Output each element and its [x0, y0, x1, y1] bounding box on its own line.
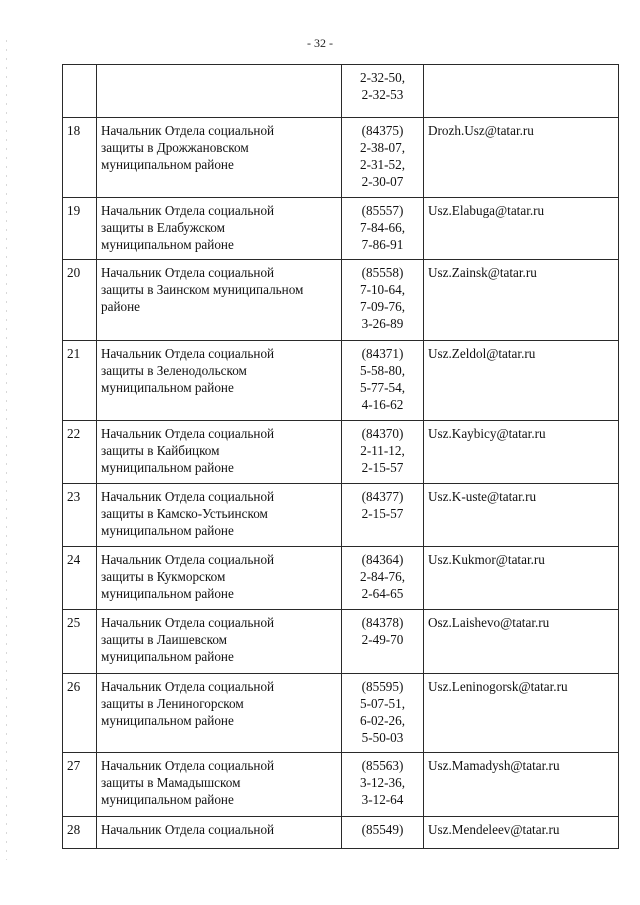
email-address: Usz.Mamadysh@tatar.ru — [424, 753, 619, 817]
row-number: 19 — [63, 198, 97, 260]
phone-numbers: (84377) 2-15-57 — [342, 484, 424, 547]
position-title: Начальник Отдела социальной защиты в Камско-Устьинском муниципальном районе — [97, 484, 342, 547]
position-title: Начальник Отдела социальной защиты в Кукморском муниципальном районе — [97, 547, 342, 610]
position-title: Начальник Отдела социальной — [97, 817, 342, 849]
position-title: Начальник Отдела социальной защиты в Лениногорском муниципальном районе — [97, 674, 342, 753]
email-address: Usz.K-uste@tatar.ru — [424, 484, 619, 547]
position-title: Начальник Отдела социальной защиты в Дрожжановском муниципальном районе — [97, 118, 342, 198]
row-number: 18 — [63, 118, 97, 198]
row-number: 22 — [63, 421, 97, 484]
position-title: Начальник Отдела социальной защиты в Мамадышском муниципальном районе — [97, 753, 342, 817]
email-address: Usz.Kukmor@tatar.ru — [424, 547, 619, 610]
table-row — [63, 547, 619, 610]
table-row — [63, 610, 619, 674]
row-number: 27 — [63, 753, 97, 817]
position-title: Начальник Отдела социальной защиты в Зеленодольском муниципальном районе — [97, 341, 342, 421]
phone-numbers: 2-32-50, 2-32-53 — [342, 65, 424, 118]
table-row — [63, 421, 619, 484]
row-number: 25 — [63, 610, 97, 674]
phone-numbers: (85558) 7-10-64, 7-09-76, 3-26-89 — [342, 260, 424, 341]
position-title: Начальник Отдела социальной защиты в Лаишевском муниципальном районе — [97, 610, 342, 674]
phone-numbers: (85557) 7-84-66, 7-86-91 — [342, 198, 424, 260]
email-address: Usz.Mendeleev@tatar.ru — [424, 817, 619, 849]
row-number: 28 — [63, 817, 97, 849]
phone-numbers: (85595) 5-07-51, 6-02-26, 5-50-03 — [342, 674, 424, 753]
page-number: - 32 - — [307, 36, 333, 50]
table-row — [63, 118, 619, 198]
email-address: Osz.Laishevo@tatar.ru — [424, 610, 619, 674]
position-title: Начальник Отдела социальной защиты в Заинском муниципальном районе — [97, 260, 342, 341]
position-title: Начальник Отдела социальной защиты в Елабужском муниципальном районе — [97, 198, 342, 260]
table-row — [63, 341, 619, 421]
email-address: Usz.Zeldol@tatar.ru — [424, 341, 619, 421]
table-row — [63, 753, 619, 817]
phone-numbers: (85563) 3-12-36, 3-12-64 — [342, 753, 424, 817]
phone-numbers: (84371) 5-58-80, 5-77-54, 4-16-62 — [342, 341, 424, 421]
email-address: Usz.Kaybicy@tatar.ru — [424, 421, 619, 484]
phone-numbers: (85549) — [342, 817, 424, 849]
email-address: Usz.Elabuga@tatar.ru — [424, 198, 619, 260]
email-address: Usz.Zainsk@tatar.ru — [424, 260, 619, 341]
table-row — [63, 674, 619, 753]
row-number: 20 — [63, 260, 97, 341]
row-number: 26 — [63, 674, 97, 753]
row-number — [63, 65, 97, 118]
table-row — [63, 484, 619, 547]
phone-numbers: (84378) 2-49-70 — [342, 610, 424, 674]
row-number: 24 — [63, 547, 97, 610]
contacts-table — [62, 64, 619, 849]
table-row — [63, 817, 619, 849]
email-address: Drozh.Usz@tatar.ru — [424, 118, 619, 198]
row-number: 21 — [63, 341, 97, 421]
row-number: 23 — [63, 484, 97, 547]
email-address: Usz.Leninogorsk@tatar.ru — [424, 674, 619, 753]
email-address — [424, 65, 619, 118]
position-title — [97, 65, 342, 118]
phone-numbers: (84364) 2-84-76, 2-64-65 — [342, 547, 424, 610]
phone-numbers: (84375) 2-38-07, 2-31-52, 2-30-07 — [342, 118, 424, 198]
table-row — [63, 260, 619, 341]
phone-numbers: (84370) 2-11-12, 2-15-57 — [342, 421, 424, 484]
table-row — [63, 65, 619, 118]
scan-edge-mark — [6, 40, 7, 860]
position-title: Начальник Отдела социальной защиты в Кайбицком муниципальном районе — [97, 421, 342, 484]
table-row — [63, 198, 619, 260]
